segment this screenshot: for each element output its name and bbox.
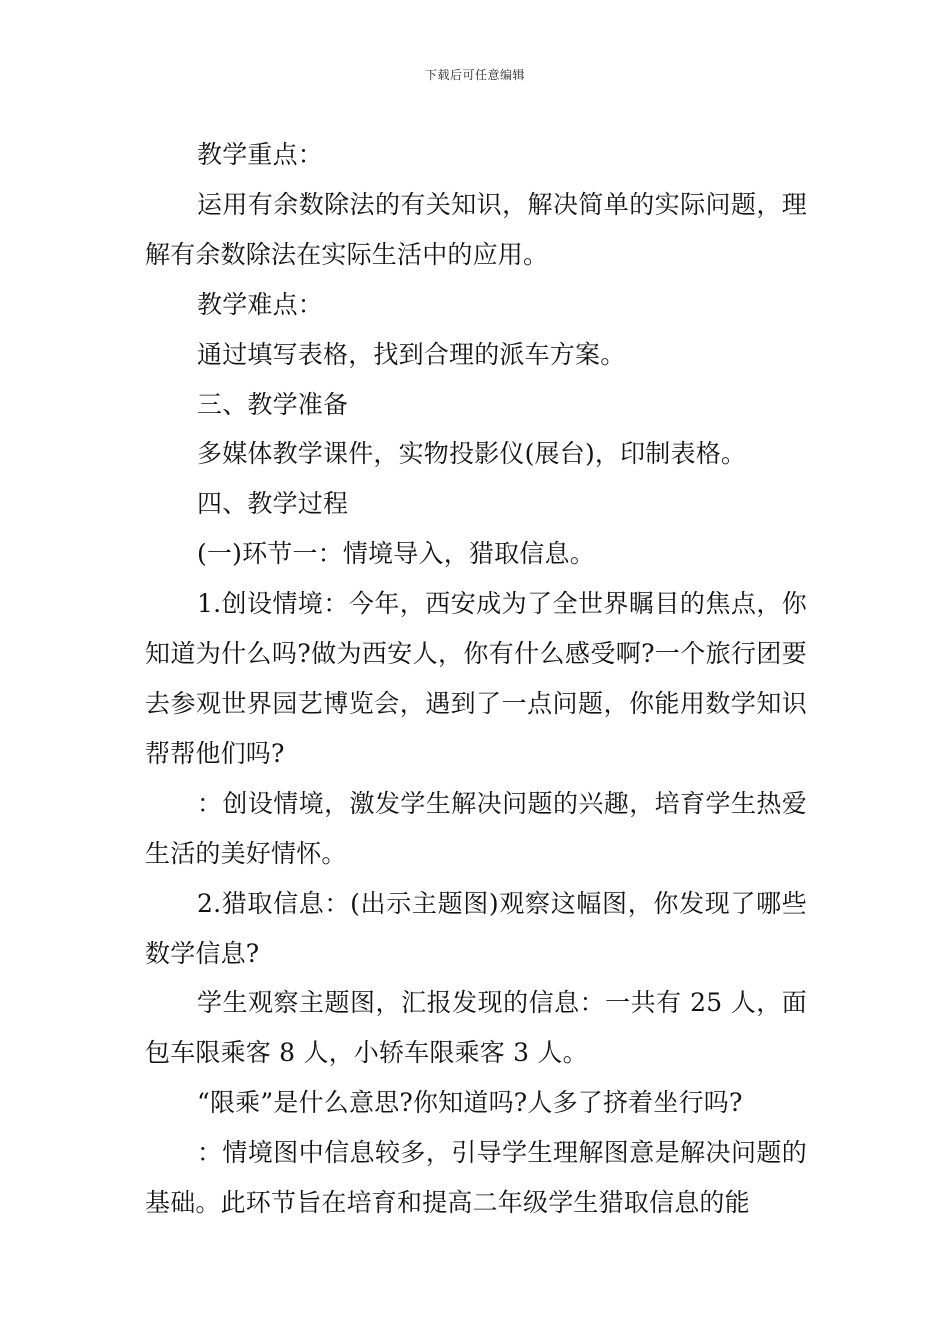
paragraph-teaching-difficulty: 通过填写表格，找到合理的派车方案。 — [197, 339, 626, 369]
paragraph-gather-info: 2.猎取信息：(出示主题图)观察这幅图，你发现了哪些数学信息? — [145, 888, 807, 968]
paragraph-design-note-1: ：创设情境，激发学生解决问题的兴趣，培育学生热爱生活的美好情怀。 — [145, 788, 807, 868]
heading-teaching-focus: 教学重点： — [197, 140, 324, 169]
paragraph-student-report: 学生观察主题图，汇报发现的信息：一共有 25 人，面包车限乘客 8 人，小轿车限乘客 3 人。 — [145, 988, 807, 1068]
header-note: 下载后可任意编辑 — [424, 68, 525, 82]
paragraph-create-situation: 1.创设情境：今年，西安成为了全世界瞩目的焦点，你知道为什么吗?做为西安人，你有什么感受啊?一个旅行团要去参观世界园艺博览会，遇到了一点问题，你能用数学知识帮帮他们吗? — [145, 589, 807, 768]
document-body — [145, 130, 807, 1228]
section-heading-process: 四、教学过程 — [197, 489, 349, 519]
paragraph-preparation: 多媒体教学课件，实物投影仪(展台)，印制表格。 — [197, 439, 747, 469]
paragraph-design-note-2: ：情境图中信息较多，引导学生理解图意是解决问题的基础。此环节旨在培育和提高二年级学生猎取信息的能 — [145, 1138, 807, 1218]
heading-teaching-difficulty: 教学难点： — [197, 289, 324, 319]
section-heading-preparation: 三、教学准备 — [197, 389, 349, 419]
subsection-heading-step-one: (一)环节一：情境导入，猎取信息。 — [197, 539, 595, 569]
paragraph-teaching-focus: 运用有余数除法的有关知识，解决简单的实际问题，理解有余数除法在实际生活中的应用。 — [145, 189, 807, 269]
paragraph-question: “限乘”是什么意思?你知道吗?人多了挤着坐行吗? — [197, 1088, 743, 1118]
